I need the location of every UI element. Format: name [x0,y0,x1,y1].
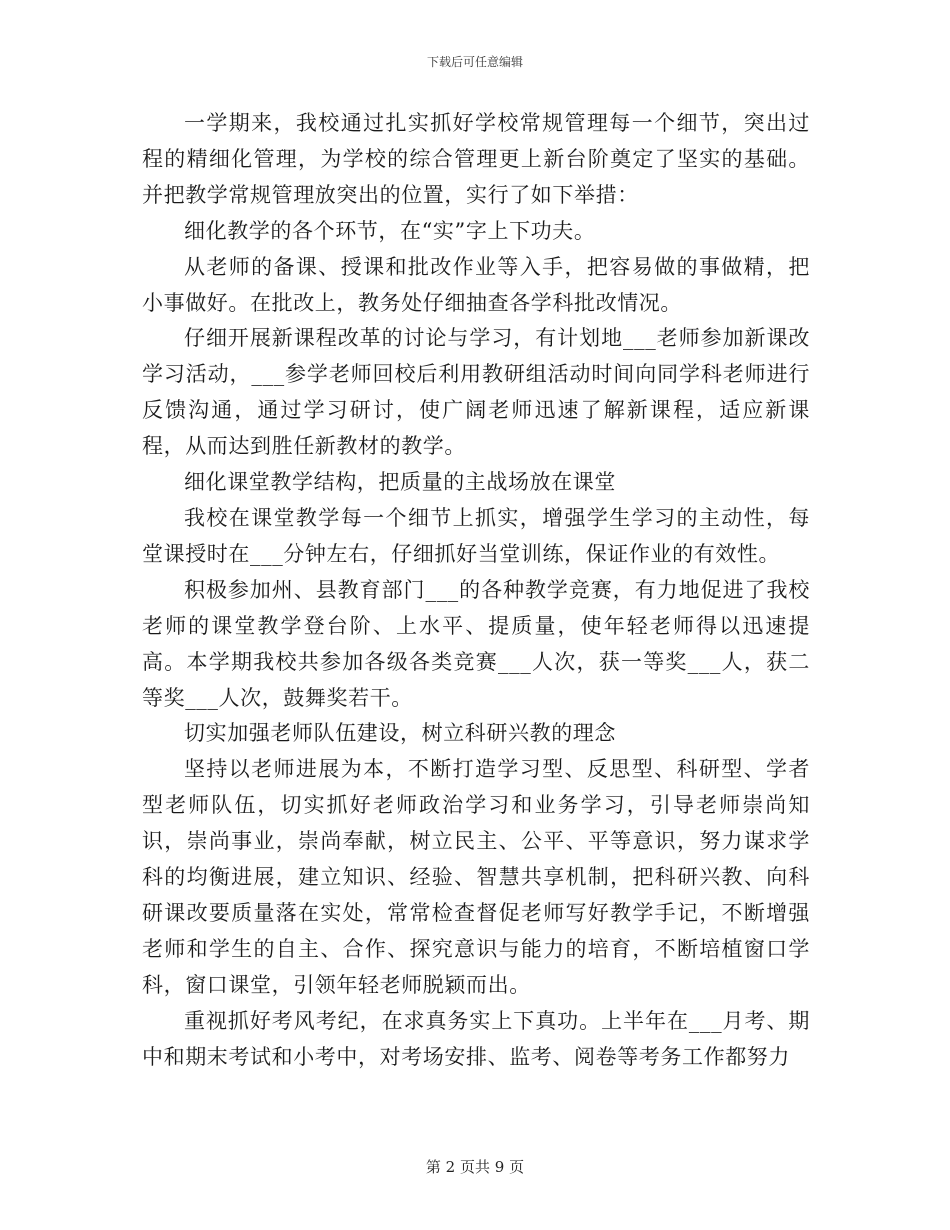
paragraph-heading-teaching-steps: 细化教学的各个环节，在“实”字上下功夫。 [184,218,596,243]
paragraph-exam-discipline: 重视抓好考风考纪，在求真务实上下真功。上半年在___月考、期中和期末考试和小考中，对考场安排、监考、阅卷等考务工作都努力 [142,1008,810,1069]
paragraph-curriculum-reform: 仔细开展新课程改革的讨论与学习，有计划地___老师参加新课改学习活动，___参学老师回校后利用教研组活动时间向同学科老师进行反馈沟通，通过学习研讨，使广阔老师迅速了解新课程，适应新课程，从而达到胜任新教材的教学。 [142,326,810,459]
paragraph-lesson-prep: 从老师的备课、授课和批改作业等入手，把容易做的事做精，把小事做好。在批改上，教务处仔细抽查各学科批改情况。 [142,254,810,315]
paragraph-intro: 一学期来，我校通过扎实抓好学校常规管理每一个细节，突出过程的精细化管理，为学校的综合管理更上新台阶奠定了坚实的基础。并把教学常规管理放突出的位置，实行了如下举措： [142,111,810,207]
document-body [142,106,810,1075]
paragraph-teacher-development: 坚持以老师进展为本，不断打造学习型、反思型、科研型、学者型老师队伍，切实抓好老师政治学习和业务学习，引导老师崇尚知识，崇尚事业，崇尚奉献，树立民主、公平、平等意识，努力谋求学科的均衡进展，建立知识、经验、智慧共享机制，把科研兴教、向科研课改要质量落在实处，常常检查督促老师写好教学手记，不断增强老师和学生的自主、合作、探究意识与能力的培育，不断培植窗口学科，窗口课堂，引领年轻老师脱颖而出。 [142,757,810,997]
page-number-footer: 第 2 页共 9 页 [425,1158,525,1176]
paragraph-heading-classroom: 细化课堂教学结构，把质量的主战场放在课堂 [184,470,616,495]
paragraph-classroom-detail: 我校在课堂教学每一个细节上抓实，增强学生学习的主动性，每堂课授时在___分钟左右，仔细抓好当堂训练，保证作业的有效性。 [142,505,810,566]
paragraph-competitions: 积极参加州、县教育部门___的各种教学竞赛，有力地促进了我校老师的课堂教学登台阶、上水平、提质量，使年轻老师得以迅速提高。本学期我校共参加各级各类竞赛___人次，获一等奖___人，获二等奖___人次，鼓舞奖若干。 [142,577,810,710]
paragraph-heading-teacher-team: 切实加强老师队伍建设，树立科研兴教的理念 [184,721,616,746]
page-header-note: 下载后可任意编辑 [426,55,523,69]
